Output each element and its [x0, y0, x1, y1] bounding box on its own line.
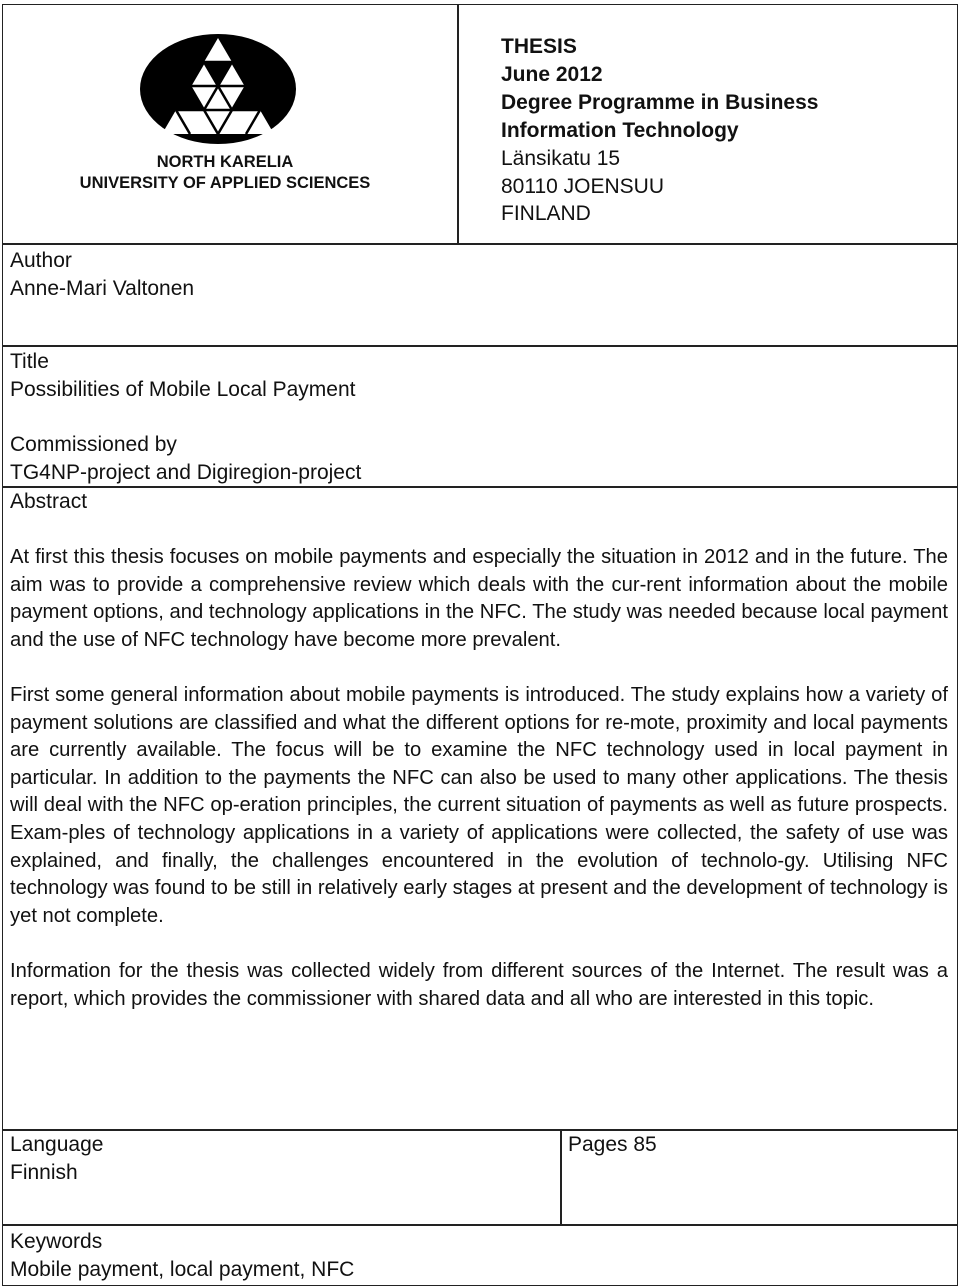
- doc-date: June 2012: [501, 63, 603, 86]
- address-street: Länsikatu 15: [501, 147, 621, 170]
- institution-line1: NORTH KARELIA: [156, 153, 294, 171]
- abstract-paragraph: At first this thesis focuses on mobile payments and especially the situation in 2012 and in the future. The aim was to provide a comprehensive review which deals with the cur-rent information about the mobile payment options, and technology applications in the NFC. The study was needed because local payment and the use of NFC technology have become more prevalent.: [10, 546, 948, 651]
- author-value: Anne-Mari Valtonen: [10, 277, 195, 300]
- commissioned-label: Commissioned by: [10, 433, 177, 456]
- pages-count: Pages 85: [568, 1133, 657, 1156]
- address-country: FINLAND: [501, 202, 591, 225]
- doc-type: THESIS: [501, 35, 577, 58]
- language-label: Language: [10, 1133, 104, 1156]
- abstract-paragraph: Information for the thesis was collected widely from different sources of the Internet. The result was a report, which provides the commissioner with shared data and all who are interested in this topic.: [10, 959, 948, 1010]
- institution-line2: UNIVERSITY OF APPLIED SCIENCES: [79, 174, 371, 192]
- language-value: Finnish: [10, 1161, 78, 1184]
- university-logo-icon: [138, 32, 298, 146]
- address-city: 80110 JOENSUU: [501, 175, 665, 198]
- abstract-body: [10, 544, 948, 1041]
- title-value: Possibilities of Mobile Local Payment: [10, 378, 356, 401]
- keywords-value: Mobile payment, local payment, NFC: [10, 1258, 355, 1281]
- title-label: Title: [10, 350, 49, 373]
- author-label: Author: [10, 249, 72, 272]
- abstract-label: Abstract: [10, 490, 88, 513]
- institution-name: [40, 152, 410, 194]
- programme-line2: Information Technology: [501, 119, 739, 142]
- abstract-paragraph: First some general information about mobile payments is introduced. The study explains how a variety of payment solutions are classified and what the different options for re-mote, proximity and local payments are currently available. The focus will be to examine the NFC technology used in local payment in particular. In addition to the payments the NFC can also be used to many other applications. The thesis will deal with the NFC op-eration principles, the current situation of payments as well as future prospects. Exam-ples of technology applications in a variety of applications were collected, the safety of use was explained, and finally, the challenges encountered in the evolution of technolo-gy. Utilising NFC technology was found to be still in relatively early stages at present and the development of technology is yet not complete.: [10, 683, 948, 927]
- commissioned-value: TG4NP-project and Digiregion-project: [10, 461, 362, 484]
- keywords-label: Keywords: [10, 1230, 103, 1253]
- programme-line1: Degree Programme in Business: [501, 91, 819, 114]
